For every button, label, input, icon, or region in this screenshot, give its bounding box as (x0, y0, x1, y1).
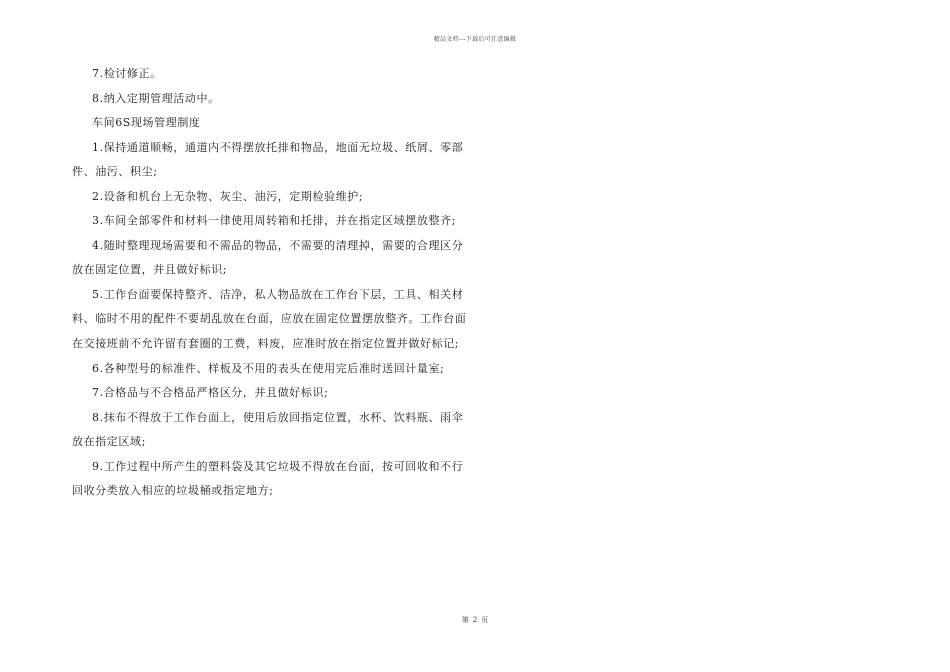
text-line: 7.检讨修正。 (92, 67, 162, 80)
page-header: 精品文档---下载后可任意编辑 (433, 36, 517, 43)
section-heading: 车间6S现场管理制度 (92, 116, 201, 130)
text-line: 件、油污、积尘; (72, 165, 158, 179)
text-line: 3.车间全部零件和材料一律使用周转箱和托排，并在指定区域摆放整齐; (92, 214, 456, 228)
text-line: 7.合格品与不合格品严格区分，并且做好标识; (92, 386, 329, 400)
text-line: 9.工作过程中所产生的塑料袋及其它垃圾不得放在台面，按可回收和不行 (92, 459, 464, 473)
page-footer-prefix: 第 (461, 616, 469, 624)
text-line: 回收分类放入相应的垃圾桶或指定地方; (72, 484, 274, 498)
text-line: 放在指定区域; (72, 435, 146, 449)
text-line: 2.设备和机台上无杂物、灰尘、油污，定期检验维护; (92, 189, 364, 203)
page-footer (0, 615, 950, 625)
text-line: 1.保持通道顺畅，通道内不得摆放托排和物品，地面无垃圾、纸屑、零部 (92, 140, 464, 154)
text-line: 5.工作台面要保持整齐、洁净，私人物品放在工作台下层，工具、相关材 (92, 287, 464, 301)
text-line: 8.纳入定期管理活动中。 (92, 91, 220, 105)
text-line: 6.各种型号的标准件、样板及不用的表头在使用完后准时送回计量室; (92, 361, 445, 375)
document-body (72, 66, 467, 508)
page-footer-suffix: 页 (481, 616, 489, 624)
text-line: 8.抹布不得放于工作台面上，使用后放回指定位置，水杯、饮料瓶、雨伞 (92, 410, 464, 424)
text-line: 4.随时整理现场需要和不需品的物品，不需要的清理掉，需要的合理区分 (92, 238, 464, 252)
text-line: 在交接班前不允许留有套圈的工费，料废，应准时放在指定位置并做好标记; (72, 337, 460, 351)
text-line: 料、临时不用的配件不要胡乱放在台面，应放在固定位置摆放整齐。工作台面 (72, 312, 467, 326)
text-line: 放在固定位置，并且做好标识; (72, 263, 228, 277)
page-number: 2 (472, 616, 478, 624)
